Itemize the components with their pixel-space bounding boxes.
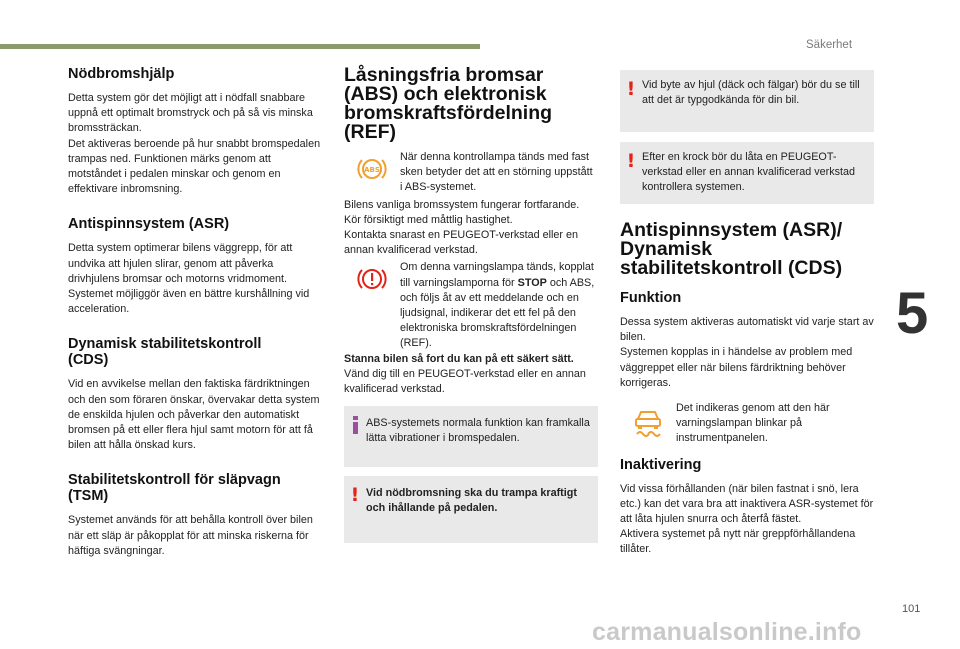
paragraph: Detta system optimerar bilens väggrepp, för att undvika att hjulen slirar, genom att påverka drivhjulens bromsar och motorns vridmoment. Systemet möjliggör även en bättre kurshållning vid acceleration. [68, 242, 310, 316]
bold-warning: Stanna bilen så fort du kan på ett säkert sätt. [344, 352, 574, 365]
paragraph: Aktivera systemet på nytt när greppförhållandena tillåter. [620, 528, 856, 556]
paragraph: Detta system gör det möjligt att i nödfall snabbare uppnå ett optimalt bromstryck och på så vis minska bromssträckan. [68, 92, 313, 135]
paragraph: Systemen kopplas in i händelse av problem med väggreppet eller när bilens färdriktning behöver korrigeras. [620, 346, 853, 389]
skid-warning-lamp-icon [620, 401, 676, 437]
abs-lamp-text: När denna kontrollampa tänds med fast sken betyder det att en störning uppstått i ABS-systemet. [400, 151, 593, 194]
heading-funktion: Funktion [620, 290, 682, 306]
heading-tsm: Stabilitetskontroll för släpvagn (TSM) [68, 472, 281, 505]
section-title: Säkerhet [806, 39, 853, 51]
heading-abs-ref: Låsningsfria bromsar (ABS) och elektronisk bromskraftsfördelning (REF) [344, 64, 553, 143]
watermark: carmanualsonline.info [592, 618, 862, 646]
header-accent-bar [0, 44, 480, 49]
page-number: 101 [902, 603, 921, 615]
warning-exclamation-icon: ! [626, 78, 636, 100]
svg-text:ABS: ABS [364, 166, 380, 174]
heading-cds: Dynamisk stabilitetskontroll (CDS) [68, 336, 262, 369]
paragraph: Vid vissa förhållanden (när bilen fastnat i snö, lera etc.) kan det vara bra att inaktivera ASR-systemet för att låta hjulen snurra och återfå fästet. [620, 482, 874, 526]
paragraph: Kontakta snarast en PEUGEOT-verkstad eller en annan kvalificerad verkstad. [344, 229, 579, 257]
info-box: ABS-systemets normala funktion kan framkalla lätta vibrationer i bromspedalen. [344, 406, 598, 467]
warning-box: ! Vid nödbromsning ska du trampa kraftigt och ihållande på pedalen. [344, 476, 598, 543]
paragraph: Systemet används för att behålla kontroll över bilen när ett släp är påkopplat för att minska riskerna för häftiga svängningar. [68, 514, 313, 557]
asr-lamp-text: Det indikeras genom att den här varningslampan blinkar på instrumentpanelen. [676, 402, 830, 445]
paragraph: Bilens vanliga bromssystem fungerar fortfarande. Kör försiktigt med måttlig hastighet. [344, 198, 580, 226]
warning-exclamation-icon: ! [626, 150, 636, 172]
paragraph: Vänd dig till en PEUGEOT-verkstad eller en annan kvalificerad verkstad. [344, 367, 586, 396]
abs-lamp-row [344, 150, 598, 196]
heading-asr-cds: Antispinnsystem (ASR)/ Dynamisk stabilitetskontroll (CDS) [620, 219, 843, 279]
info-icon [344, 406, 366, 434]
heading-nodbromshjalp: Nödbromshjälp [68, 66, 175, 82]
paragraph: Det aktiveras beroende på hur snabbt bromspedalen trampas ned. Funktionen märks genom att motståndet i pedalen minskar och genom en effektivare inbromsning. [68, 137, 321, 196]
brake-warning-lamp-icon [344, 260, 400, 292]
heading-inaktivering: Inaktivering [620, 456, 702, 473]
heading-asr: Antispinnsystem (ASR) [68, 216, 230, 233]
warning-box-wheels: ! Vid byte av hjul (däck och fälgar) bör du se till att det är typgodkända för din bil. [620, 70, 874, 132]
chapter-number: 5 [896, 281, 929, 346]
warning-box-crash: ! Efter en krock bör du låta en PEUGEOT-verkstad eller en annan kvalificerad verkstad kontrollera systemen. [620, 142, 874, 204]
ref-lamp-row [344, 260, 598, 351]
paragraph: Dessa system aktiveras automatiskt vid varje start av bilen. [620, 316, 874, 344]
paragraph: Vid en avvikelse mellan den faktiska färdriktningen och den som föraren önskar, övervakar detta system de enskilda hjulen och påverkar den automatiskt bromsen på ett eller flera hjul samt motorn för att få bilen att hålla önskad kurs. [68, 378, 320, 452]
column-left [68, 66, 326, 559]
ref-lamp-text: Om denna varningslampa tänds, kopplat till varningslamporna för STOP och ABS, och följs åt av ett meddelande och en ljudsignal, indikerar det ett fel på den elektroniska bromskraftsfördelningen (REF). [400, 261, 595, 350]
asr-lamp-row [620, 401, 874, 447]
column-middle [344, 66, 598, 543]
column-right [620, 70, 874, 558]
abs-warning-lamp-icon [344, 150, 400, 182]
warning-exclamation-icon: ! [350, 484, 360, 507]
